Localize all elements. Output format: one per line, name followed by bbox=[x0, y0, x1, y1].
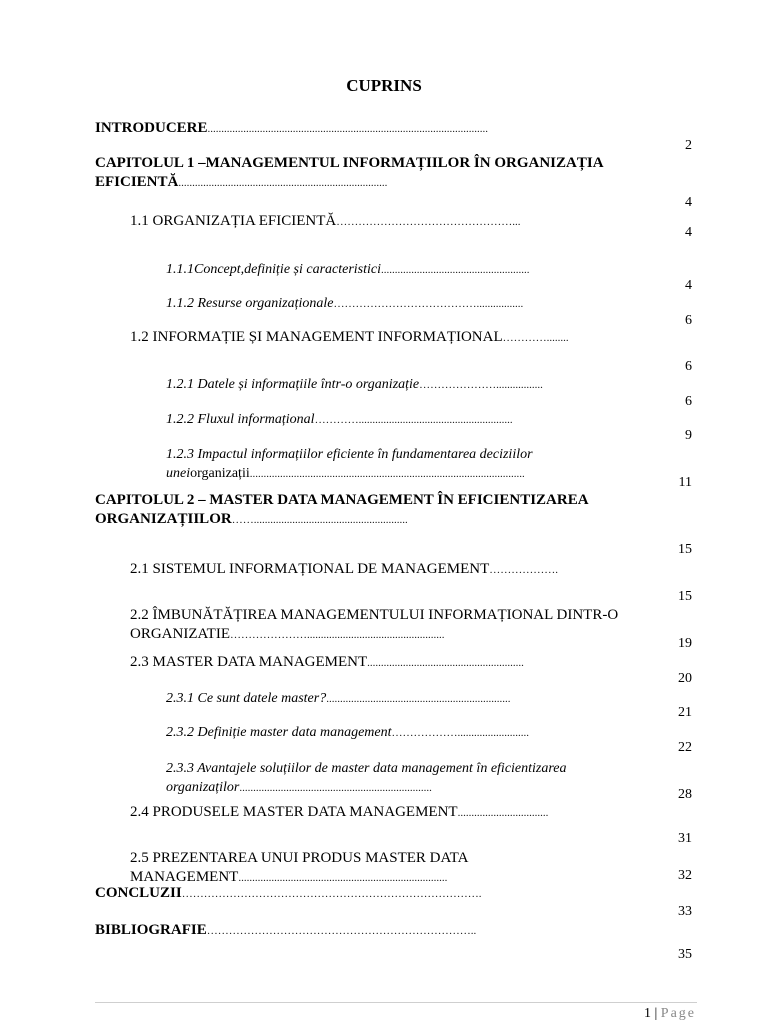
page-number: 4 bbox=[685, 278, 692, 293]
toc-entry-text: 2.3.3 Avantajele soluțiilor de master data management în eficientizarea bbox=[166, 761, 567, 776]
toc-leader: ………………. bbox=[489, 564, 559, 576]
page-number: 2 bbox=[685, 138, 692, 153]
page-number: 6 bbox=[685, 359, 692, 374]
toc-leader: ...................................................................... bbox=[239, 782, 432, 794]
toc-entry-1-2-2[interactable] bbox=[166, 410, 513, 430]
toc-leader: ............................................................................ bbox=[238, 872, 448, 884]
page-number: 6 bbox=[685, 313, 692, 328]
page-number: 15 bbox=[678, 542, 692, 557]
toc-entry-1-1-2[interactable] bbox=[166, 294, 523, 314]
toc-entry-2-2[interactable] bbox=[130, 606, 618, 645]
toc-entry-capitolul-1[interactable] bbox=[95, 154, 604, 193]
toc-entry-text: 1.2.2 Fluxul informațional bbox=[166, 412, 315, 427]
toc-entry-1-1-1[interactable] bbox=[166, 260, 530, 280]
toc-leader: .................................................................................................... bbox=[249, 468, 525, 480]
toc-entry-1-2-3[interactable] bbox=[166, 445, 533, 484]
toc-entry-text-continued-upright: organizații bbox=[190, 466, 250, 481]
toc-entry-text: 2.4 PRODUSELE MASTER DATA MANAGEMENT bbox=[130, 804, 458, 820]
toc-entry-text: 1.1 ORGANIZAȚIA EFICIENTĂ bbox=[130, 213, 337, 229]
toc-entry-text: CAPITOLUL 2 – MASTER DATA MANAGEMENT ÎN EFICIENTIZAREA bbox=[95, 492, 589, 508]
footer-separator: | bbox=[654, 1006, 658, 1021]
toc-entry-text-continued: organizaților bbox=[166, 780, 240, 795]
footer-divider bbox=[95, 1002, 697, 1003]
toc-entry-text: 1.1.2 Resurse organizaționale bbox=[166, 296, 334, 311]
footer-page-label: Page bbox=[660, 1006, 696, 1021]
toc-entry-2-3-1[interactable] bbox=[166, 689, 510, 709]
toc-leader: …………........ bbox=[502, 332, 569, 344]
toc-entry-2-3[interactable] bbox=[130, 653, 524, 673]
toc-leader: …………........................................................ bbox=[314, 414, 513, 426]
footer-page-number: 1 bbox=[643, 1006, 651, 1021]
toc-leader: ……........................................................ bbox=[231, 514, 408, 526]
toc-leader: …………………................. bbox=[419, 379, 543, 391]
toc-entry-text: 2.1 SISTEMUL INFORMAȚIONAL DE MANAGEMENT bbox=[130, 561, 490, 577]
toc-entry-text: 1.2.1 Datele și informațiile într-o organizație bbox=[166, 377, 420, 392]
toc-entry-text-continued: ORGANIZATIE bbox=[130, 626, 230, 642]
toc-entry-text-continued: MANAGEMENT bbox=[130, 869, 239, 885]
toc-entry-text-continued: EFICIENTĂ bbox=[95, 174, 179, 190]
page-number: 11 bbox=[678, 475, 692, 490]
toc-entry-text: 2.3.1 Ce sunt datele master? bbox=[166, 691, 327, 706]
page-number: 6 bbox=[685, 394, 692, 409]
toc-entry-2-4[interactable] bbox=[130, 803, 548, 823]
toc-entry-text: CAPITOLUL 1 –MANAGEMENTUL INFORMAȚIILOR ÎN ORGANIZAȚIA bbox=[95, 155, 604, 171]
toc-title: CUPRINS bbox=[346, 76, 422, 95]
toc-leader: ………………….................................................. bbox=[229, 629, 445, 641]
toc-entry-concluzii[interactable] bbox=[95, 884, 481, 904]
toc-entry-2-5[interactable] bbox=[130, 849, 468, 888]
page-number: 4 bbox=[685, 195, 692, 210]
toc-entry-text: INTRODUCERE bbox=[95, 120, 208, 136]
toc-leader: …………………………………………... bbox=[336, 216, 521, 228]
toc-entry-text: 2.5 PREZENTAREA UNUI PRODUS MASTER DATA bbox=[130, 850, 469, 866]
toc-entry-bibliografie[interactable] bbox=[95, 921, 476, 941]
page-number: 31 bbox=[678, 831, 692, 846]
toc-entry-text: 2.3 MASTER DATA MANAGEMENT bbox=[130, 654, 368, 670]
toc-entry-text-continued: unei bbox=[166, 466, 191, 481]
toc-entry-1-1[interactable] bbox=[130, 212, 520, 232]
toc-leader: ……………….......................... bbox=[391, 727, 530, 739]
toc-entry-text: CONCLUZII bbox=[95, 885, 182, 901]
toc-leader: …………………………………................. bbox=[333, 298, 524, 310]
toc-entry-1-2[interactable] bbox=[130, 328, 569, 348]
page-number: 4 bbox=[685, 225, 692, 240]
toc-leader: ………………………………………………………………………. bbox=[181, 888, 482, 900]
toc-leader: ............................................................................ bbox=[178, 177, 388, 189]
toc-entry-1-2-1[interactable] bbox=[166, 375, 543, 395]
toc-leader: ................................................................... bbox=[326, 693, 511, 705]
page-number: 21 bbox=[678, 705, 692, 720]
toc-entry-capitolul-2[interactable] bbox=[95, 491, 589, 530]
toc-leader: ......................................................... bbox=[367, 657, 524, 669]
toc-entry-text-continued: ORGANIZAȚIILOR bbox=[95, 511, 232, 527]
toc-entry-text: 2.3.2 Definiție master data management bbox=[166, 725, 392, 740]
toc-leader: ................................. bbox=[457, 807, 549, 819]
page-number: 15 bbox=[678, 589, 692, 604]
toc-entry-text: 1.2.3 Impactul informațiilor eficiente în fundamentarea deciziilor bbox=[166, 447, 533, 462]
toc-entry-2-1[interactable] bbox=[130, 560, 558, 580]
toc-entry-2-3-2[interactable] bbox=[166, 723, 529, 743]
page-number: 28 bbox=[678, 787, 692, 802]
page-footer bbox=[644, 1006, 696, 1022]
page-number: 32 bbox=[678, 868, 692, 883]
toc-entry-text: BIBLIOGRAFIE bbox=[95, 922, 207, 938]
toc-entry-2-3-3[interactable] bbox=[166, 759, 567, 798]
page-number: 35 bbox=[678, 947, 692, 962]
toc-entry-text: 1.1.1Concept,definiție și caracteristici bbox=[166, 262, 382, 277]
toc-leader: ...................................................................................................... bbox=[207, 123, 489, 135]
toc-leader: ……………………………………………………………….. bbox=[206, 925, 477, 937]
toc-entry-introducere[interactable] bbox=[95, 119, 488, 139]
page-number: 20 bbox=[678, 671, 692, 686]
toc-entry-text: 2.2 ÎMBUNĂTĂȚIREA MANAGEMENTULUI INFORMAȚIONAL DINTR-O bbox=[130, 607, 619, 623]
page-number: 33 bbox=[678, 904, 692, 919]
page-number: 22 bbox=[678, 740, 692, 755]
toc-leader: ...................................................... bbox=[381, 264, 530, 276]
page-number: 9 bbox=[685, 428, 692, 443]
toc-entry-text: 1.2 INFORMAȚIE ȘI MANAGEMENT INFORMAȚIONAL bbox=[130, 329, 503, 345]
page-number: 19 bbox=[678, 636, 692, 651]
